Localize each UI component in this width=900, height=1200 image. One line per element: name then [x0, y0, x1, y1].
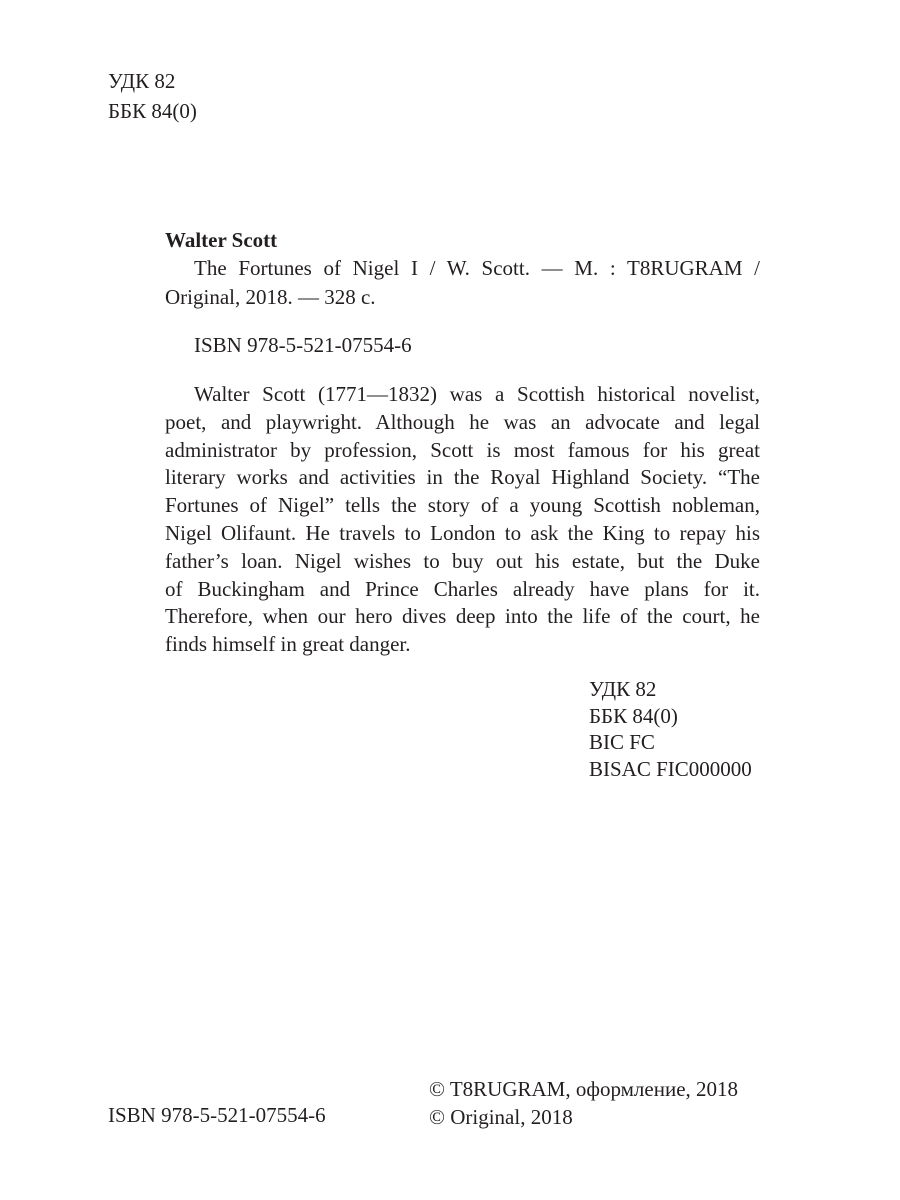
udk-code: УДК 82	[108, 69, 176, 93]
bisac-code: BISAC FIC000000	[589, 757, 752, 782]
bibliographic-line: Original, 2018. — 328 c.	[165, 285, 376, 309]
bic-code: BIC FC	[589, 730, 655, 755]
annotation-line: finds himself in great danger.	[165, 632, 411, 657]
annotation	[165, 381, 760, 659]
isbn-main: ISBN 978-5-521-07554-6	[194, 333, 412, 357]
annotation-line: Therefore, when our hero dives deep into the life of the court, he	[165, 604, 760, 629]
copyright-line: © T8RUGRAM, оформление, 2018	[429, 1077, 739, 1101]
annotation-line: Fortunes of Nigel” tells the story of a young Scottish nobleman,	[165, 493, 760, 518]
annotation-line: father’s loan. Nigel wishes to buy out his estate, but the Duke	[165, 548, 760, 573]
copyright-notice	[429, 1075, 738, 1131]
bbk-code: ББК 84(0)	[108, 99, 197, 123]
isbn-bottom: ISBN 978-5-521-07554-6	[108, 1103, 326, 1127]
bibliographic-entry	[165, 226, 760, 312]
bibliographic-line: The Fortunes of Nigel I / W. Scott. — M. : T8RUGRAM /	[194, 256, 760, 280]
udk-code: УДК 82	[589, 677, 657, 701]
annotation-line: Nigel Olifaunt. He travels to London to ask the King to repay his	[165, 520, 760, 545]
bibliographic-description	[165, 254, 760, 312]
annotation-line: literary works and activities in the Royal Highland Society. “The	[165, 465, 760, 490]
copyright-line: © Original, 2018	[429, 1105, 573, 1129]
annotation-line: Walter Scott (1771—1832) was a Scottish historical novelist,	[194, 382, 760, 406]
annotation-line: of Buckingham and Prince Charles already have plans for it.	[165, 576, 760, 601]
bbk-code: ББК 84(0)	[589, 703, 678, 728]
classification-codes	[589, 676, 752, 783]
annotation-line: administrator by profession, Scott is most famous for his great	[165, 437, 760, 462]
header-classification-codes	[108, 66, 197, 126]
annotation-line: poet, and playwright. Although he was an advocate and legal	[165, 409, 760, 434]
author-name: Walter Scott	[165, 228, 278, 252]
